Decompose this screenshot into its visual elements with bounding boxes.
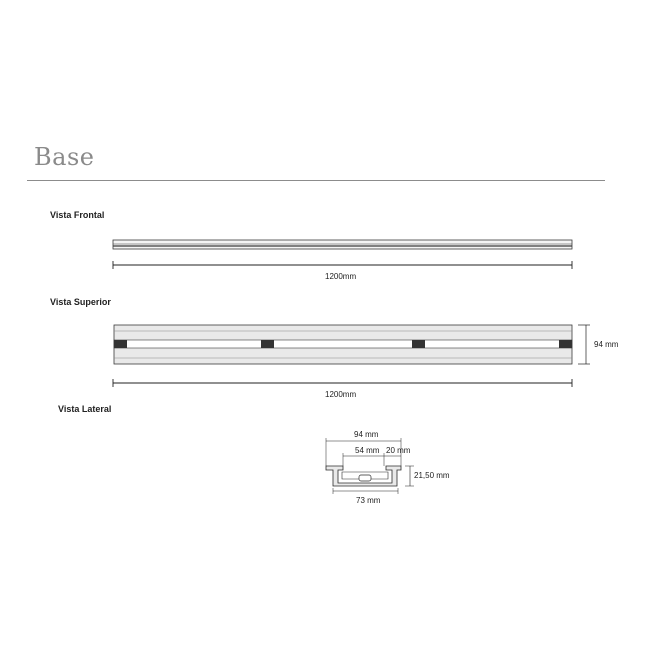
top-view-width-dimension [578,325,590,364]
side-view-label: Vista Lateral [58,404,112,414]
page-title: Base [34,143,95,171]
connector-block [114,340,127,348]
top-view-length: 1200mm [325,390,357,399]
side-view-profile [326,466,401,486]
front-view-length: 1200mm [325,272,357,281]
side-view-lip-width: 20 mm [386,446,411,455]
front-view-label: Vista Frontal [50,210,105,220]
side-view-channel-width: 54 mm [355,446,380,455]
top-view-width: 94 mm [594,340,619,349]
top-view-dimension-line [113,379,572,387]
top-view-label: Vista Superior [50,297,111,307]
side-view-height: 21,50 mm [414,471,450,480]
side-view-base-width: 73 mm [356,496,381,505]
top-view-profile [114,325,572,364]
connector-block [412,340,425,348]
connector-block [261,340,274,348]
side-view-total-width: 94 mm [354,430,379,439]
front-view-profile [113,240,572,249]
connector-block [559,340,572,348]
front-view-dimension-line [113,261,572,269]
